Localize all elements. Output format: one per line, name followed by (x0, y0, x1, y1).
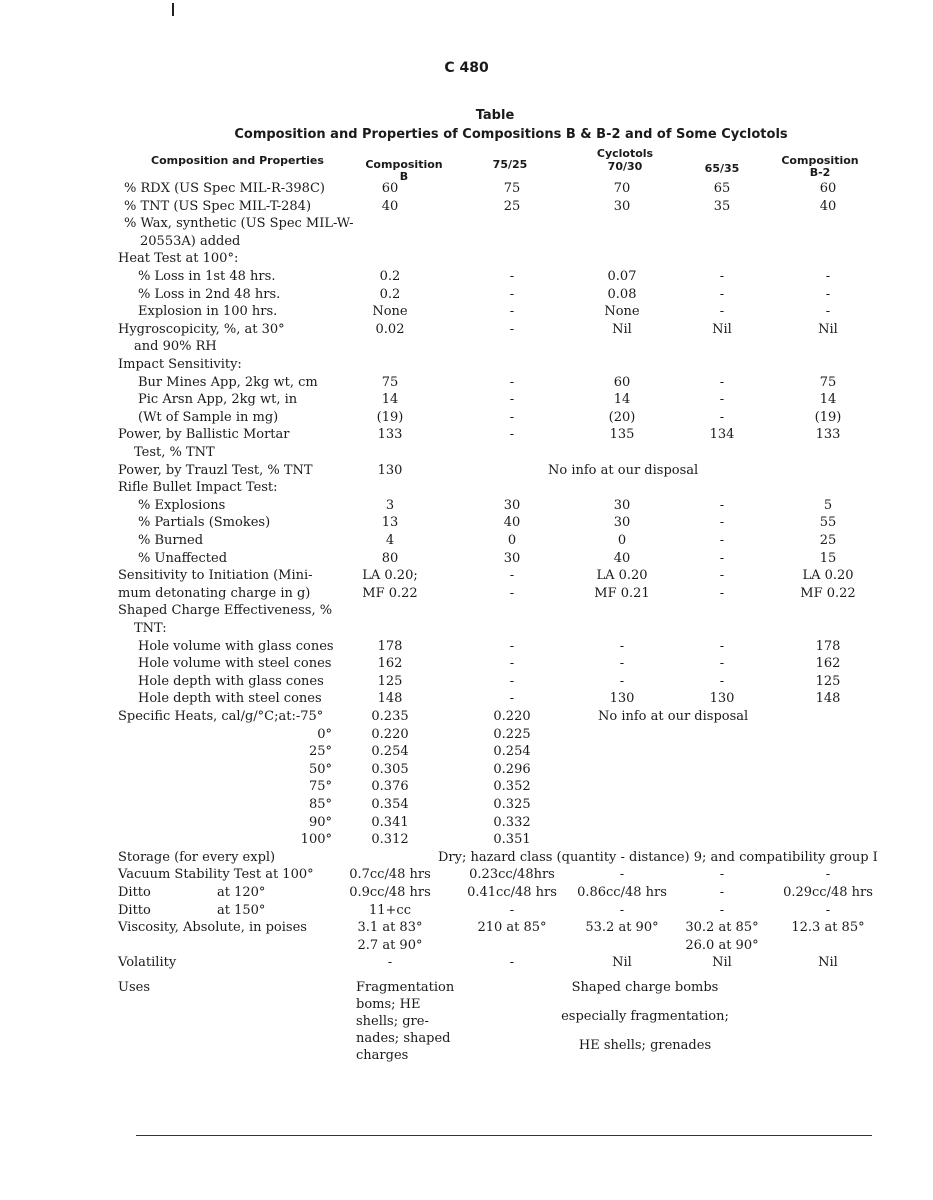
row-label: Ditto at 150° (118, 902, 266, 918)
cell-c1: 0.2 (379, 269, 401, 284)
cell-c1: 40 (381, 198, 399, 214)
cell-c4: 35 (713, 198, 731, 214)
cell-c4: 65 (713, 181, 731, 196)
cell-c1: 11+cc (369, 902, 411, 918)
table-row (0, 286, 933, 303)
table-subtitle: Composition and Properties of Compositions B & B-2 and of Some Cyclotols (234, 127, 788, 142)
cell-c5: Nil (818, 321, 838, 337)
cell-c3: - (619, 673, 625, 689)
table-row (0, 585, 933, 602)
cell-c5: LA 0.20 (802, 568, 854, 584)
row-label: Volatility (118, 955, 177, 971)
table-row (0, 550, 933, 567)
cell-c2: 0.351 (493, 832, 531, 848)
row-label: Sensitivity to Initiation (Mini- (118, 568, 313, 584)
cell-c1: (19) (376, 409, 404, 425)
table-row (0, 937, 933, 954)
cell-c1: 0.376 (371, 779, 409, 795)
row-label: Specific Heats, cal/g/°C;at:-75° (118, 709, 324, 724)
cell-c1: 80 (381, 550, 399, 566)
cell-c2: - (509, 374, 515, 390)
cell-c3: LA 0.20 (596, 568, 648, 584)
cell-c2: - (509, 392, 515, 408)
cell-c5: 60 (819, 181, 837, 196)
table-row (0, 849, 933, 866)
table-row (0, 374, 933, 391)
row-label: and 90% RH (134, 339, 217, 355)
cell-c5: Nil (818, 955, 838, 971)
row-label: Power, by Ballistic Mortar (118, 427, 290, 443)
cell-c2: 25 (503, 198, 521, 214)
table-row (0, 602, 933, 619)
header-cyclotols: Cyclotols (596, 147, 654, 160)
table-row (0, 532, 933, 549)
cell-c4: - (719, 304, 725, 320)
cell-c3: 135 (609, 427, 635, 443)
row-label: 90° (308, 814, 332, 830)
cell-c2: 40 (503, 515, 521, 531)
cell-c2: - (509, 638, 515, 654)
cell-c1: MF 0.22 (362, 585, 418, 601)
header-composition-b: Composition B (365, 158, 443, 183)
cell-c2: - (509, 955, 515, 971)
table-row (0, 250, 933, 267)
table-row (0, 778, 933, 795)
cell-c4: - (719, 515, 725, 531)
cell-c1: 148 (377, 691, 403, 707)
table-row (0, 497, 933, 514)
row-label: 20553A) added (140, 233, 241, 249)
cell-c1: 2.7 at 90° (357, 937, 423, 953)
cell-c1: 60 (381, 181, 399, 196)
cell-c4: - (719, 656, 725, 672)
cell-c4: - (719, 409, 725, 425)
table-row (0, 198, 933, 215)
cell-c4: - (719, 392, 725, 408)
cell-c2: 0 (507, 533, 517, 548)
cell-c1: 0.305 (371, 761, 409, 777)
cell-c5: - (825, 269, 831, 284)
cell-c5: - (825, 867, 831, 883)
cell-c3: - (619, 638, 625, 654)
cell-c4: 130 (709, 691, 735, 707)
cell-c3: Nil (612, 321, 632, 337)
cell-c1: 75 (381, 374, 399, 390)
row-label: % Burned (138, 533, 204, 548)
cell-c2: - (509, 409, 515, 425)
cell-c5: 40 (819, 198, 837, 214)
cell-c3: 53.2 at 90° (585, 920, 659, 936)
cell-c4: - (719, 867, 725, 883)
uses-comp-b (356, 979, 454, 1064)
table-row (0, 743, 933, 760)
span-note: No info at our disposal (598, 709, 749, 724)
cell-c3: - (619, 867, 625, 883)
cell-c2: 0.332 (493, 814, 531, 830)
cell-c1: 130 (377, 462, 403, 478)
cell-c2: 75 (503, 181, 521, 196)
row-label: % TNT (US Spec MIL-T-284) (124, 198, 312, 214)
uses-cyclotol-1: Shaped charge bombs (571, 980, 719, 995)
cell-c3: 0.08 (607, 286, 637, 302)
cell-c4: - (719, 533, 725, 548)
row-label: % Explosions (138, 497, 226, 513)
row-label: % Wax, synthetic (US Spec MIL-W- (124, 216, 354, 232)
table-row (0, 514, 933, 531)
row-label: 75° (308, 779, 332, 795)
cell-c2: - (509, 286, 515, 302)
uses-comp-b-line: boms; HE (356, 997, 421, 1012)
table-row (0, 409, 933, 426)
cell-c5: 55 (819, 515, 837, 531)
cell-c3: 30 (613, 198, 631, 214)
row-label: % Loss in 1st 48 hrs. (138, 269, 276, 284)
uses-comp-b-line: shells; gre- (356, 1014, 429, 1029)
cell-c3: 0.07 (607, 269, 637, 284)
table-row (0, 391, 933, 408)
row-label: % RDX (US Spec MIL-R-398C) (124, 181, 325, 196)
header-composition-b2: Composition B-2 (781, 154, 859, 179)
cell-c5: 12.3 at 85° (791, 920, 865, 936)
cell-c5: - (825, 286, 831, 302)
row-label: % Unaffected (138, 550, 228, 566)
row-label: Hole depth with steel cones (138, 691, 322, 707)
header-65-35: 65/35 (704, 162, 740, 175)
cell-c1: 3 (385, 497, 395, 513)
cell-c3: 30 (613, 515, 631, 531)
cell-c5: 5 (823, 497, 833, 513)
cell-c2: 0.41cc/48 hrs (467, 885, 557, 900)
cell-c1: 0.312 (371, 832, 409, 848)
cell-c5: - (825, 902, 831, 918)
cell-c1: 4 (385, 533, 395, 548)
cell-c1: 0.2 (379, 286, 401, 302)
cell-c1: 0.7cc/48 hrs (349, 867, 431, 883)
cell-c3: - (619, 656, 625, 672)
table-row (0, 567, 933, 584)
cell-c1: 0.02 (375, 321, 405, 337)
cell-c2: - (509, 427, 515, 443)
header-75-25: 75/25 (492, 158, 528, 171)
cell-c3: 14 (613, 392, 631, 408)
table-row (0, 954, 933, 971)
cell-c2: - (509, 269, 515, 284)
cell-c4: - (719, 902, 725, 918)
table-row (0, 866, 933, 883)
row-label: % Loss in 2nd 48 hrs. (138, 286, 281, 302)
cell-c1: 0.220 (371, 726, 409, 742)
uses-comp-b-line: Fragmentation (356, 980, 455, 995)
cell-c3: 0.86cc/48 hrs (577, 885, 667, 900)
row-label: Storage (for every expl) (118, 849, 276, 865)
table-row (0, 215, 933, 232)
row-label: Hygroscopicity, %, at 30° (118, 321, 285, 337)
cell-c4: - (719, 374, 725, 390)
cell-c4: Nil (712, 321, 732, 337)
cell-c1: 162 (377, 656, 403, 672)
cell-c3: Nil (612, 955, 632, 971)
cell-c4: - (719, 585, 725, 601)
cell-c1: 3.1 at 83° (357, 920, 423, 936)
table-row (0, 673, 933, 690)
cell-c2: - (509, 691, 515, 707)
cell-c5: 162 (815, 656, 841, 672)
table-row (0, 796, 933, 813)
cell-c4: 30.2 at 85° (685, 920, 759, 936)
row-label: 0° (317, 726, 332, 742)
cell-c2: 0.325 (493, 797, 531, 812)
table-row (0, 902, 933, 919)
table-row (0, 268, 933, 285)
cell-c4: - (719, 497, 725, 513)
cell-c1: 0.9cc/48 hrs (349, 885, 431, 900)
row-label: TNT: (134, 621, 167, 636)
cell-c5: 148 (815, 691, 841, 707)
cell-c4: - (719, 269, 725, 284)
table-row (0, 884, 933, 901)
cell-c2: - (509, 321, 515, 337)
cell-c2: - (509, 568, 515, 584)
cell-c1: 0.341 (371, 814, 409, 830)
table-row (0, 919, 933, 936)
cell-c2: 210 at 85° (477, 920, 547, 936)
cell-c2: 30 (503, 550, 521, 566)
cell-c1: 125 (377, 673, 403, 689)
cell-c1: 133 (377, 427, 403, 443)
cell-c2: 0.225 (493, 726, 531, 742)
table-title: Table (475, 108, 515, 123)
row-label: Viscosity, Absolute, in poises (118, 920, 307, 936)
cell-c1: 13 (381, 515, 399, 531)
cell-c4: Nil (712, 955, 732, 971)
cell-c3: 40 (613, 550, 631, 566)
table-row (0, 338, 933, 355)
row-label: Shaped Charge Effectiveness, % (118, 603, 333, 619)
cell-c5: - (825, 304, 831, 320)
cell-c3: 0 (617, 533, 627, 548)
row-label: (Wt of Sample in mg) (138, 409, 279, 425)
cell-c5: 14 (819, 392, 837, 408)
cell-c5: 125 (815, 673, 841, 689)
table-row (0, 321, 933, 338)
row-label: Test, % TNT (134, 445, 215, 460)
cell-c5: 75 (819, 374, 837, 390)
cell-c1: LA 0.20; (362, 568, 418, 584)
cell-c2: - (509, 902, 515, 918)
cell-c5: 133 (815, 427, 841, 443)
cell-c5: 25 (819, 533, 837, 548)
cell-c2: - (509, 656, 515, 672)
row-label: Hole volume with glass cones (138, 638, 334, 654)
table-row (0, 726, 933, 743)
table-row (0, 233, 933, 250)
table-row (0, 444, 933, 461)
cell-c4: - (719, 550, 725, 566)
row-label: 25° (308, 744, 332, 760)
cell-c1: 0.235 (371, 709, 409, 724)
row-label: mum detonating charge in g) (118, 585, 311, 601)
table-row (0, 814, 933, 831)
row-label: Heat Test at 100°: (118, 251, 239, 267)
cell-c4: 26.0 at 90° (685, 937, 759, 953)
row-label: Explosion in 100 hrs. (138, 304, 278, 320)
uses-cyclotol-2: especially fragmentation; (561, 1009, 729, 1024)
margin-mark (172, 3, 174, 16)
row-label: Impact Sensitivity: (118, 357, 242, 372)
uses-comp-b-line: charges (356, 1048, 409, 1063)
cell-c4: - (719, 638, 725, 654)
cell-c5: MF 0.22 (800, 585, 856, 601)
cell-c1: 178 (377, 638, 403, 654)
uses-label: Uses (118, 980, 150, 995)
uses-comp-b-line: nades; shaped (356, 1031, 451, 1046)
cell-c2: 0.23cc/48hrs (469, 867, 555, 883)
cell-c5: 15 (819, 550, 837, 566)
cell-c4: - (719, 673, 725, 689)
cell-c1: None (372, 304, 408, 320)
span-note: Dry; hazard class (quantity - distance) 9; and compatibility group I (438, 849, 878, 865)
cell-c5: 0.29cc/48 hrs (783, 885, 873, 900)
row-label: Rifle Bullet Impact Test: (118, 480, 278, 496)
page-number: C 480 (444, 60, 489, 76)
cell-c1: - (387, 955, 393, 971)
span-note: No info at our disposal (548, 462, 699, 478)
table-row (0, 655, 933, 672)
table-row (0, 180, 933, 197)
table-row (0, 479, 933, 496)
cell-c3: 130 (609, 691, 635, 707)
footer-rule (136, 1135, 872, 1136)
cell-c4: - (719, 286, 725, 302)
cell-c2: 0.296 (493, 761, 531, 777)
table-row (0, 620, 933, 637)
cell-c4: - (719, 885, 725, 900)
row-label: Ditto at 120° (118, 885, 266, 900)
table-row (0, 356, 933, 373)
table-row (0, 462, 933, 479)
table-row (0, 638, 933, 655)
row-label: 100° (300, 832, 332, 848)
cell-c3: 60 (613, 374, 631, 390)
table-row (0, 426, 933, 443)
table-row (0, 708, 933, 725)
cell-c3: 70 (613, 181, 631, 196)
cell-c2: - (509, 673, 515, 689)
cell-c2: 0.254 (493, 744, 531, 760)
row-label: Pic Arsn App, 2kg wt, in (138, 392, 298, 408)
cell-c2: 0.220 (493, 709, 531, 724)
cell-c2: - (509, 585, 515, 601)
cell-c3: - (619, 902, 625, 918)
cell-c1: 0.254 (371, 744, 409, 760)
cell-c1: 14 (381, 392, 399, 408)
cell-c5: 178 (815, 638, 841, 654)
row-label: % Partials (Smokes) (138, 515, 271, 531)
row-label: Power, by Trauzl Test, % TNT (118, 462, 313, 478)
row-label: Hole depth with glass cones (138, 673, 324, 689)
cell-c3: None (604, 304, 640, 320)
cell-c2: 0.352 (493, 779, 531, 795)
row-label: Bur Mines App, 2kg wt, cm (138, 374, 318, 390)
row-label: 85° (308, 797, 332, 812)
cell-c3: (20) (608, 409, 636, 425)
row-label: Hole volume with steel cones (138, 656, 332, 672)
table-row (0, 303, 933, 320)
row-label: Vacuum Stability Test at 100° (118, 867, 314, 883)
uses-cyclotol-3: HE shells; grenades (578, 1038, 712, 1053)
cell-c2: - (509, 304, 515, 320)
cell-c1: 0.354 (371, 797, 409, 812)
row-label: 50° (308, 761, 332, 777)
cell-c3: 30 (613, 497, 631, 513)
header-properties: Composition and Properties (151, 154, 324, 167)
cell-c4: 134 (709, 427, 735, 443)
table-row (0, 761, 933, 778)
header-70-30: 70/30 (607, 160, 643, 173)
table-row (0, 690, 933, 707)
table-row (0, 831, 933, 848)
cell-c5: (19) (814, 409, 842, 425)
cell-c4: - (719, 568, 725, 584)
cell-c2: 30 (503, 497, 521, 513)
cell-c3: MF 0.21 (594, 585, 650, 601)
